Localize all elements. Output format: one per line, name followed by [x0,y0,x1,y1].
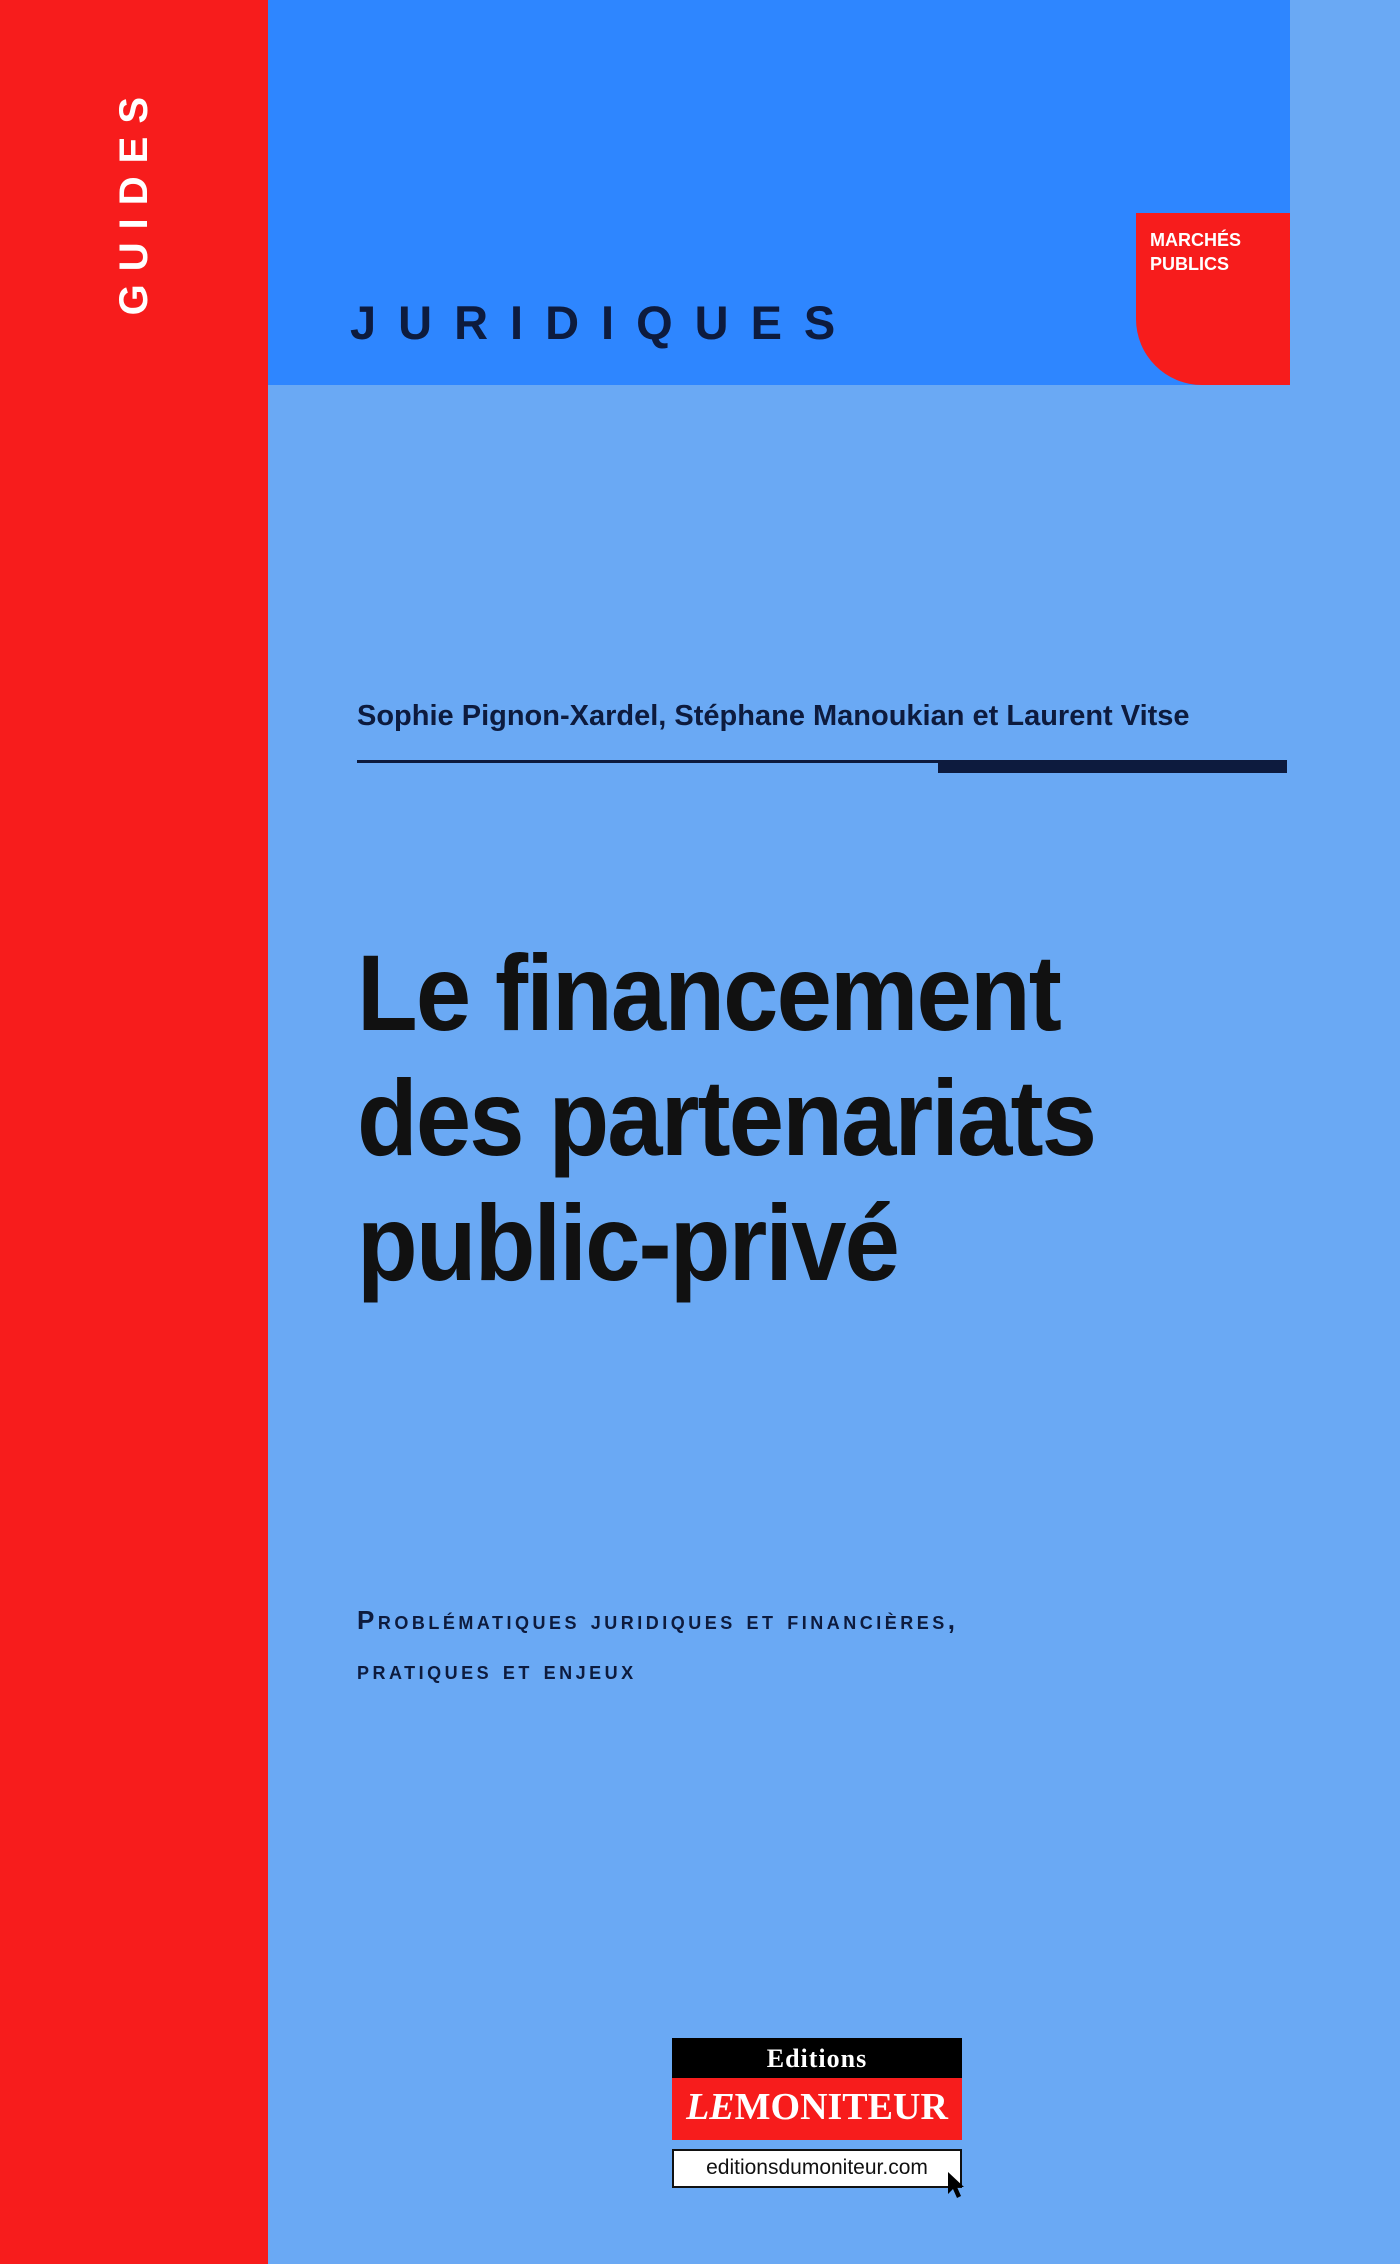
category-tag-line1: MARCHÉS [1150,230,1242,250]
series-vertical-label [0,20,268,380]
publisher-name-le: LE [686,2086,735,2128]
series-horizontal-text: JURIDIQUES [350,296,858,349]
subtitle [357,1595,1197,1695]
title-line-2: des partenariats [357,1057,1096,1178]
authors: Sophie Pignon-Xardel, Stéphane Manoukian et Laurent Vitse [357,700,1190,732]
mouse-cursor-icon [948,2172,968,2200]
subtitle-line-1: Problématiques juridiques et financières, [357,1605,959,1635]
subtitle-line-2: pratiques et enjeux [357,1655,637,1685]
series-vertical-text: GUIDES [111,84,156,316]
publisher-name-moniteur: MONITEUR [734,2086,948,2128]
publisher-name-top: Editions [672,2038,962,2078]
title-line-3: public-privé [357,1182,899,1303]
publisher-name-main [672,2078,962,2140]
category-tag-line2: PUBLICS [1150,254,1230,274]
authors-rule-thick [938,760,1287,773]
publisher-website[interactable]: editionsdumoniteur.com [672,2149,962,2188]
publisher-logo [672,2038,962,2188]
category-tag-text [1150,228,1280,276]
title-line-1: Le financement [357,932,1061,1053]
page-title [357,930,1257,1305]
